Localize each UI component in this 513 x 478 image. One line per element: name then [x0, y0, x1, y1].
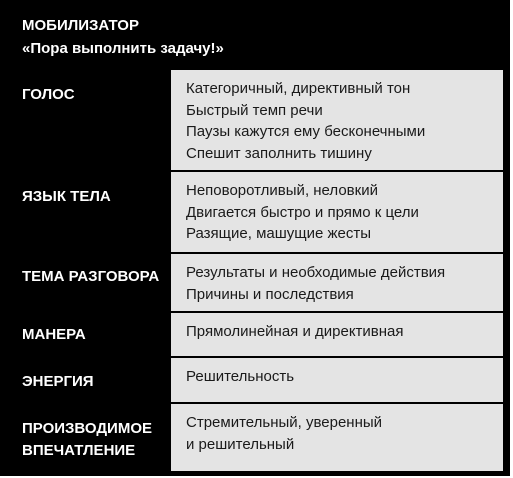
cell-line: Решительность	[186, 368, 295, 385]
cell-line: Двигается быстро и прямо к цели	[186, 203, 419, 221]
cell-line: Разящие, машущие жесты	[186, 225, 372, 242]
table-subtitle: «Пора выполнить задачу!»	[22, 40, 224, 57]
row-cell-topic	[171, 254, 503, 311]
row-cell-voice	[171, 70, 503, 170]
row-label-manner: МАНЕРА	[22, 326, 86, 343]
cell-line: Неповоротливый, неловкий	[186, 182, 378, 199]
row-label-topic: ТЕМА РАЗГОВОРА	[22, 268, 160, 285]
cell-line: Прямолинейная и директивная	[186, 323, 404, 340]
table-header	[22, 14, 224, 60]
cell-line: Стремительный, уверенный	[186, 414, 383, 431]
cell-line: Результаты и необходимые действия	[186, 264, 446, 281]
cell-line: Причины и последствия	[186, 285, 354, 303]
row-label-impression: ПРОИЗВОДИМОЕ ВПЕЧАТЛЕНИЕ	[22, 420, 152, 459]
row-label-energy: ЭНЕРГИЯ	[22, 373, 94, 390]
row-cell-impression	[171, 404, 503, 471]
cell-line: Паузы кажутся ему бесконечными	[186, 123, 426, 140]
row-cell-manner	[171, 313, 503, 356]
row-cell-energy	[171, 358, 503, 402]
cell-line: Быстрый темп речи	[186, 101, 323, 119]
cell-line: Спешит заполнить тишину	[186, 144, 372, 162]
table-title: МОБИЛИЗАТОР	[22, 17, 139, 34]
row-label-body-language: ЯЗЫК ТЕЛА	[22, 188, 111, 205]
cell-line: Категоричный, директивный тон	[186, 80, 411, 97]
row-label-voice: ГОЛОС	[22, 86, 75, 103]
row-cell-body-language	[171, 172, 503, 252]
cell-line: и решительный	[186, 435, 295, 453]
